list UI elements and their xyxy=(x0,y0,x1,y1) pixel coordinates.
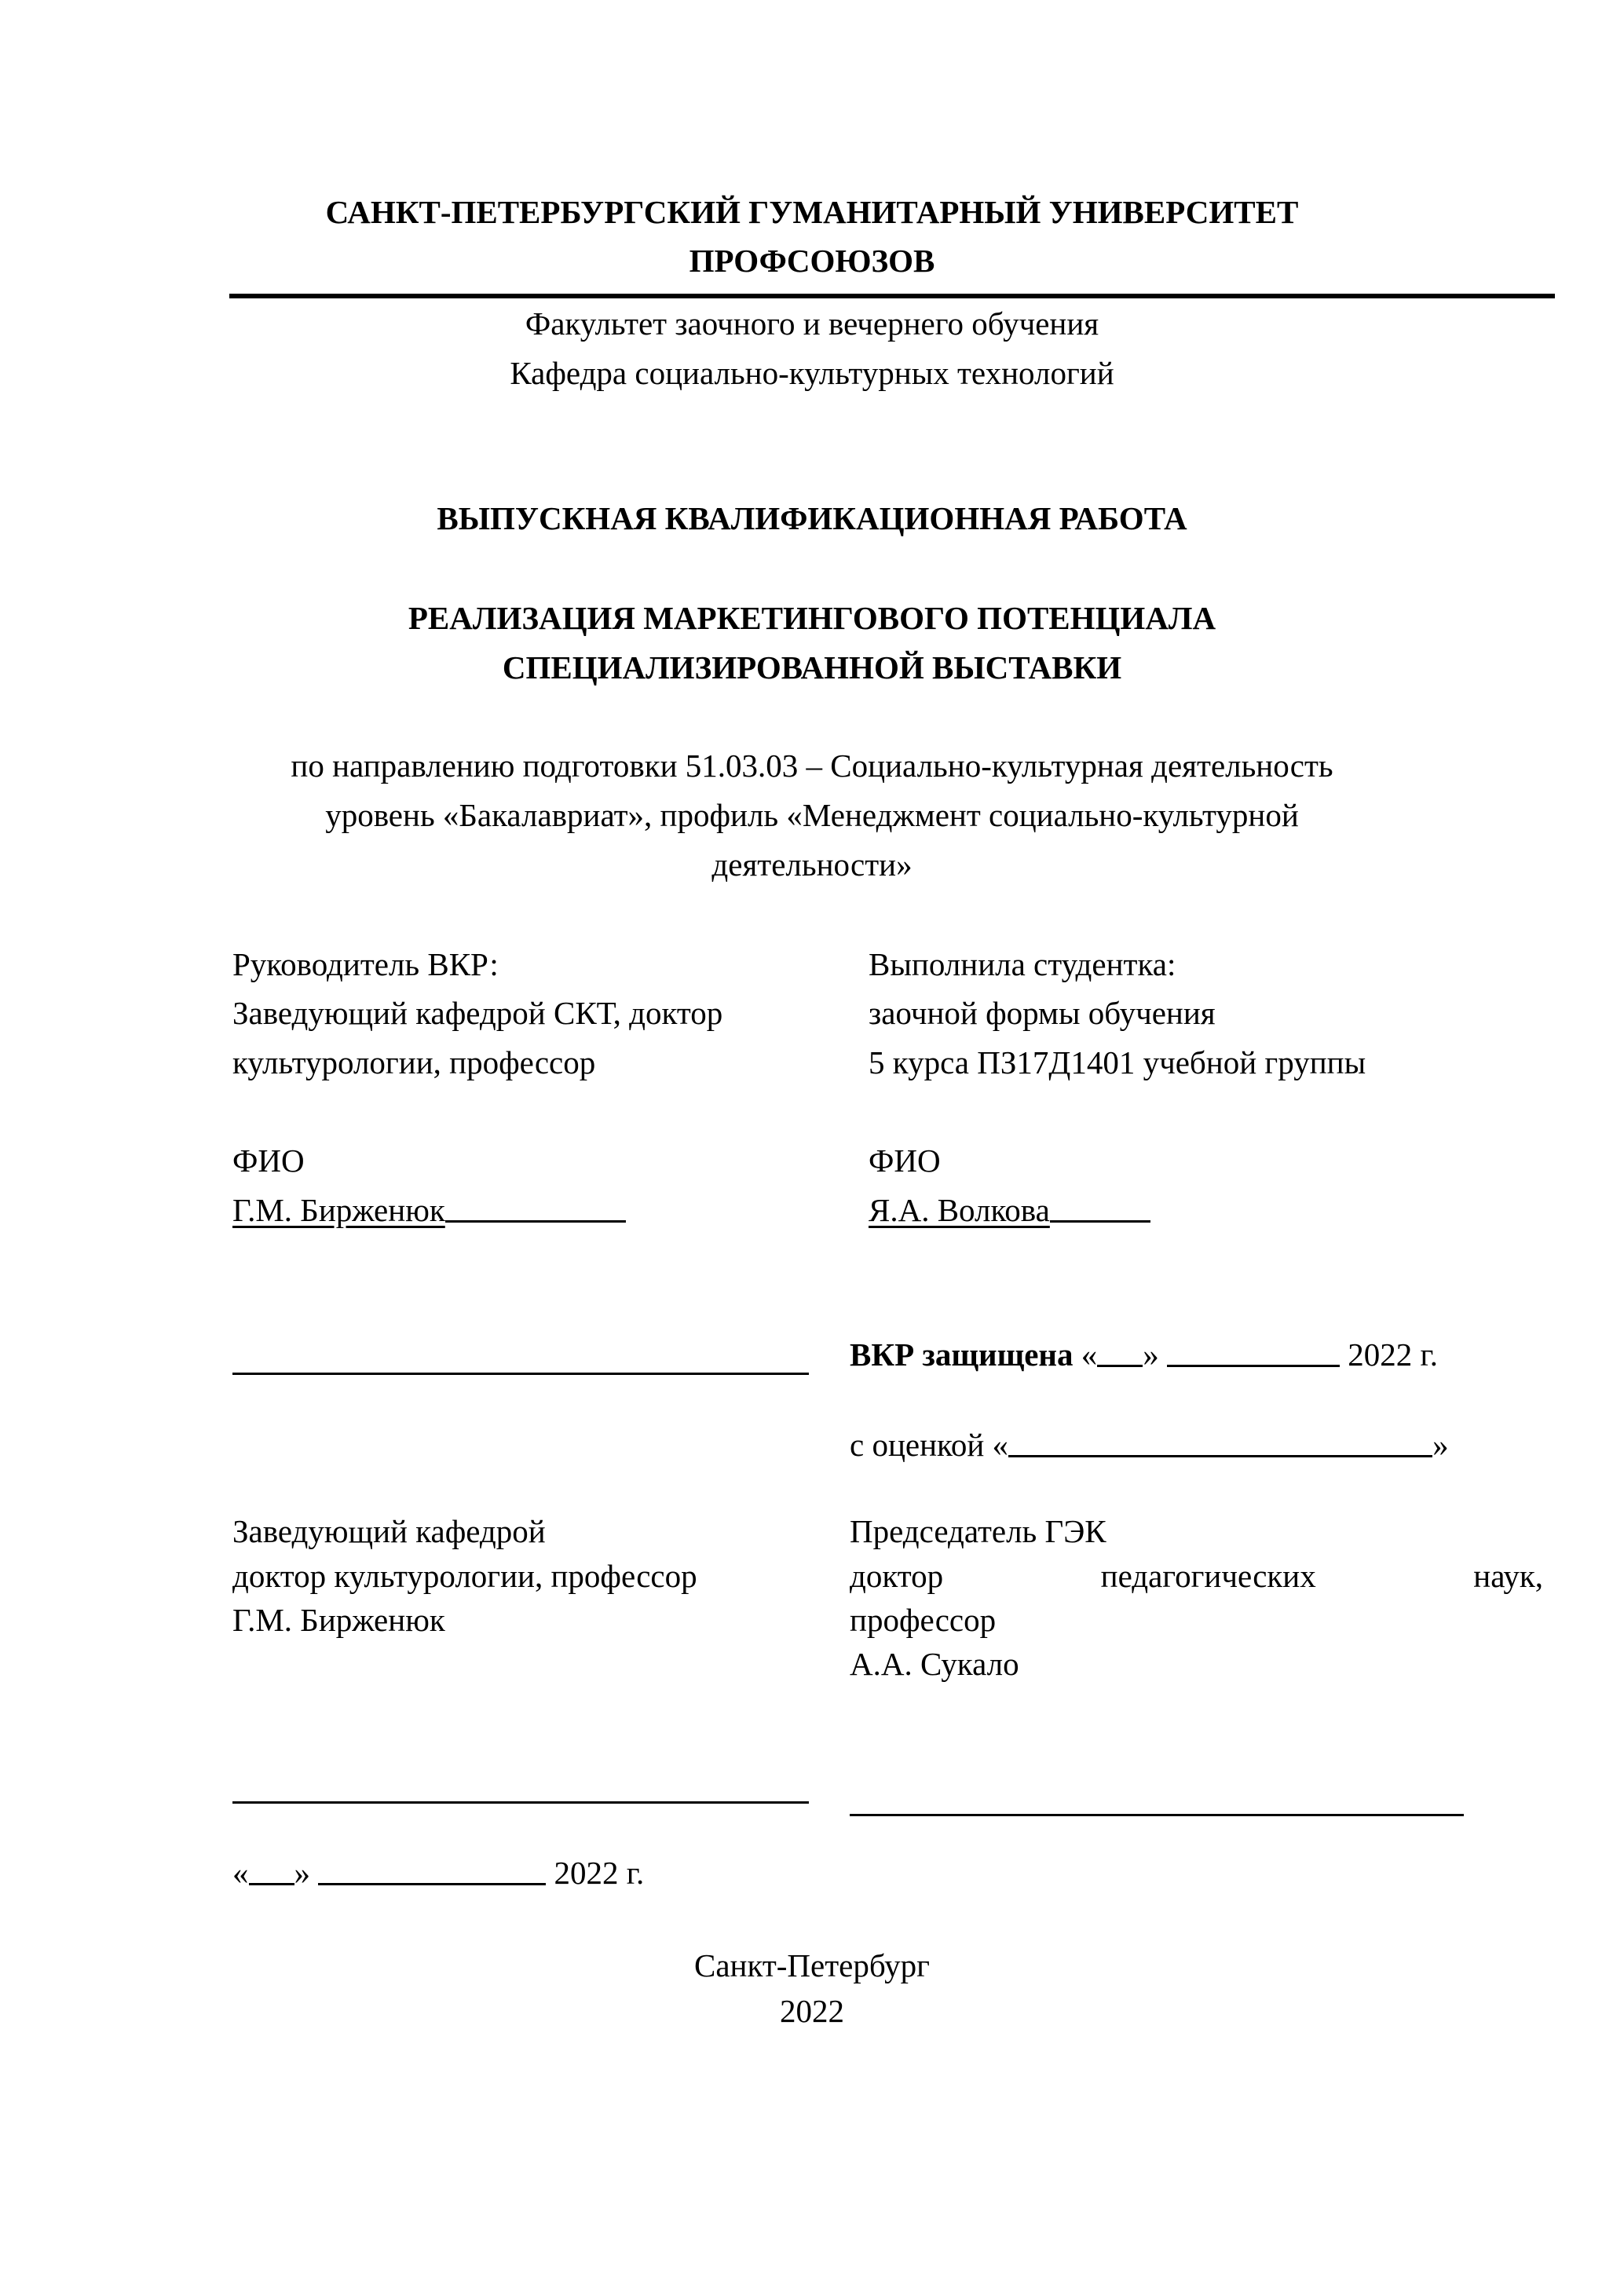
grade-line xyxy=(850,1429,1449,1461)
supervisor-position-line1: Заведующий кафедрой СКТ, доктор xyxy=(232,995,723,1031)
department-name: Кафедра социально-культурных технологий xyxy=(510,355,1114,391)
supervisor-label: Руководитель ВКР: xyxy=(232,946,499,982)
defense-quote-close: » xyxy=(1143,1336,1159,1373)
grade-quote-close: » xyxy=(1432,1427,1449,1463)
chairman-signature-line xyxy=(850,1814,1464,1816)
date-month-blank xyxy=(318,1882,546,1885)
student-label: Выполнила студентка: xyxy=(869,946,1176,982)
student-name: Я.А. Волкова xyxy=(869,1192,1050,1228)
direction-line1: по направлению подготовки 51.03.03 – Социально-культурная деятельность xyxy=(291,748,1333,784)
date-quote-close: » xyxy=(294,1855,310,1891)
date-year: 2022 г. xyxy=(554,1855,645,1891)
chairman-rank: профессор xyxy=(850,1602,997,1638)
footer-year: 2022 xyxy=(780,1993,844,2029)
chairman-degree-line xyxy=(850,1560,1543,1592)
supervisor-name-field xyxy=(232,1194,626,1227)
student-name-field xyxy=(869,1194,1150,1227)
signature-date-line xyxy=(232,1857,644,1889)
chairman-name: А.А. Сукало xyxy=(850,1646,1019,1682)
student-group-line: 5 курса ПЗ17Д1401 учебной группы xyxy=(869,1044,1366,1080)
defense-line xyxy=(850,1336,1438,1373)
work-type-title: ВЫПУСКНАЯ КВАЛИФИКАЦИОННАЯ РАБОТА xyxy=(437,500,1187,536)
head-of-department-name: Г.М. Бирженюк xyxy=(232,1602,445,1638)
head-of-department-degree: доктор культурологии, профессор xyxy=(232,1558,697,1594)
student-fio-label: ФИО xyxy=(869,1143,941,1179)
student-form-line: заочной формы обучения xyxy=(869,995,1216,1031)
grade-blank xyxy=(1008,1454,1432,1457)
supervisor-position-line2: культурологии, профессор xyxy=(232,1044,596,1080)
defense-protected-label: ВКР защищена xyxy=(850,1336,1074,1373)
topic-line1: РЕАЛИЗАЦИЯ МАРКЕТИНГОВОГО ПОТЕНЦИАЛА xyxy=(408,600,1216,636)
topic-line2: СПЕЦИАЛИЗИРОВАННОЙ ВЫСТАВКИ xyxy=(502,649,1122,686)
date-quote-open: « xyxy=(232,1855,249,1891)
chairman-title: Председатель ГЭК xyxy=(850,1513,1106,1549)
supervisor-name: Г.М. Бирженюк xyxy=(232,1192,445,1228)
defense-day-blank xyxy=(1097,1364,1143,1367)
head-signature-line xyxy=(232,1801,809,1804)
university-name-line1: САНКТ-ПЕТЕРБУРГСКИЙ ГУМАНИТАРНЫЙ УНИВЕРСИТЕТ xyxy=(325,194,1299,230)
header-divider xyxy=(229,294,1555,298)
defense-quote-open: « xyxy=(1081,1336,1098,1373)
direction-line2: уровень «Бакалавриат», профиль «Менеджмент социально-культурной xyxy=(325,797,1299,833)
date-day-blank xyxy=(249,1882,294,1885)
university-name-line2: ПРОФСОЮЗОВ xyxy=(689,243,935,279)
faculty-name: Факультет заочного и вечернего обучения xyxy=(525,305,1099,342)
supervisor-signature-line xyxy=(232,1373,809,1375)
footer-city: Санкт-Петербург xyxy=(694,1947,930,1983)
chairman-degree-word2: педагогических xyxy=(1100,1558,1316,1594)
defense-month-blank xyxy=(1167,1364,1340,1367)
direction-line3: деятельности» xyxy=(711,846,913,883)
chairman-degree-word1: доктор xyxy=(850,1558,944,1594)
supervisor-signature-blank xyxy=(445,1219,626,1223)
chairman-degree-word3: наук, xyxy=(1473,1558,1543,1594)
student-signature-blank xyxy=(1050,1219,1150,1223)
grade-label: с оценкой « xyxy=(850,1427,1009,1463)
defense-year: 2022 г. xyxy=(1348,1336,1438,1373)
supervisor-fio-label: ФИО xyxy=(232,1143,305,1179)
head-of-department-title: Заведующий кафедрой xyxy=(232,1513,546,1549)
